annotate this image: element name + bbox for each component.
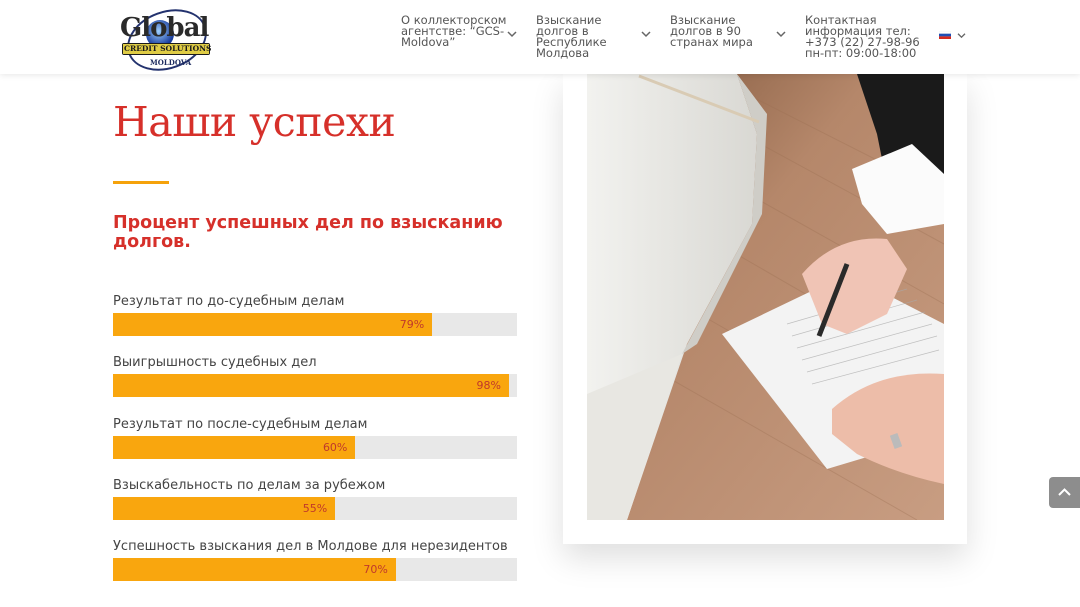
page-title: Наши успехи (113, 98, 396, 146)
logo-brand: Global (120, 13, 209, 43)
chevron-down-icon (641, 30, 651, 38)
progress-bar-fill (113, 497, 335, 520)
chevron-down-icon (507, 30, 517, 38)
photo-card (563, 74, 967, 544)
progress-bar (113, 497, 517, 520)
progress-bar (113, 558, 517, 581)
nav-item-about-agency[interactable] (401, 15, 506, 48)
nav-item-debt-moldova[interactable] (536, 15, 607, 59)
russian-flag-icon[interactable] (939, 31, 951, 39)
progress-bar-fill (113, 436, 355, 459)
progress-percent: 70% (363, 563, 388, 576)
bar-label: Успешность взыскания дел в Молдове для нерезидентов (113, 539, 508, 554)
progress-percent: 79% (399, 318, 425, 331)
bar-label: Результат по после-судебным делам (113, 417, 368, 432)
title-divider (113, 181, 169, 184)
logo-country: MOLDOVA (150, 58, 192, 67)
nav-item-debt-90-countries[interactable] (670, 15, 753, 48)
nav-item-label: Взыскание долгов в 90 странах мира (670, 13, 753, 49)
bar-label: Взыскабельность по делам за рубежом (113, 478, 386, 493)
language-chevron-down-icon[interactable] (957, 32, 966, 39)
progress-bar (113, 436, 517, 459)
site-header (0, 0, 1080, 74)
progress-percent: 60% (322, 441, 348, 454)
bar-label: Результат по до-судебным делам (113, 294, 345, 309)
section-subtitle: Процент успешных дел по взысканию долгов. (113, 213, 503, 252)
chevron-up-icon (1049, 477, 1080, 508)
progress-percent: 55% (302, 502, 328, 515)
progress-bar-fill (113, 374, 509, 397)
scroll-to-top-button[interactable] (1049, 477, 1080, 508)
chevron-down-icon (776, 30, 786, 38)
logo-tagline: CREDIT SOLUTIONS (124, 44, 212, 53)
progress-bar (113, 374, 517, 397)
nav-item-label: О коллекторском агентстве: “GCS- Moldova” (401, 13, 507, 49)
nav-contact-info[interactable]: Контактная информация тел: +373 (22) 27-98-96 пн-пт: 09:00-18:00 (805, 13, 920, 60)
progress-bar-fill (113, 558, 396, 581)
signing-document-photo (587, 74, 944, 520)
progress-bar (113, 313, 517, 336)
progress-percent: 98% (476, 379, 501, 392)
progress-bar-fill (113, 313, 432, 336)
bar-label: Выигрышность судебных дел (113, 355, 317, 370)
logo[interactable] (118, 4, 216, 74)
nav-item-label: Взыскание долгов в Республике Молдова (536, 13, 607, 60)
